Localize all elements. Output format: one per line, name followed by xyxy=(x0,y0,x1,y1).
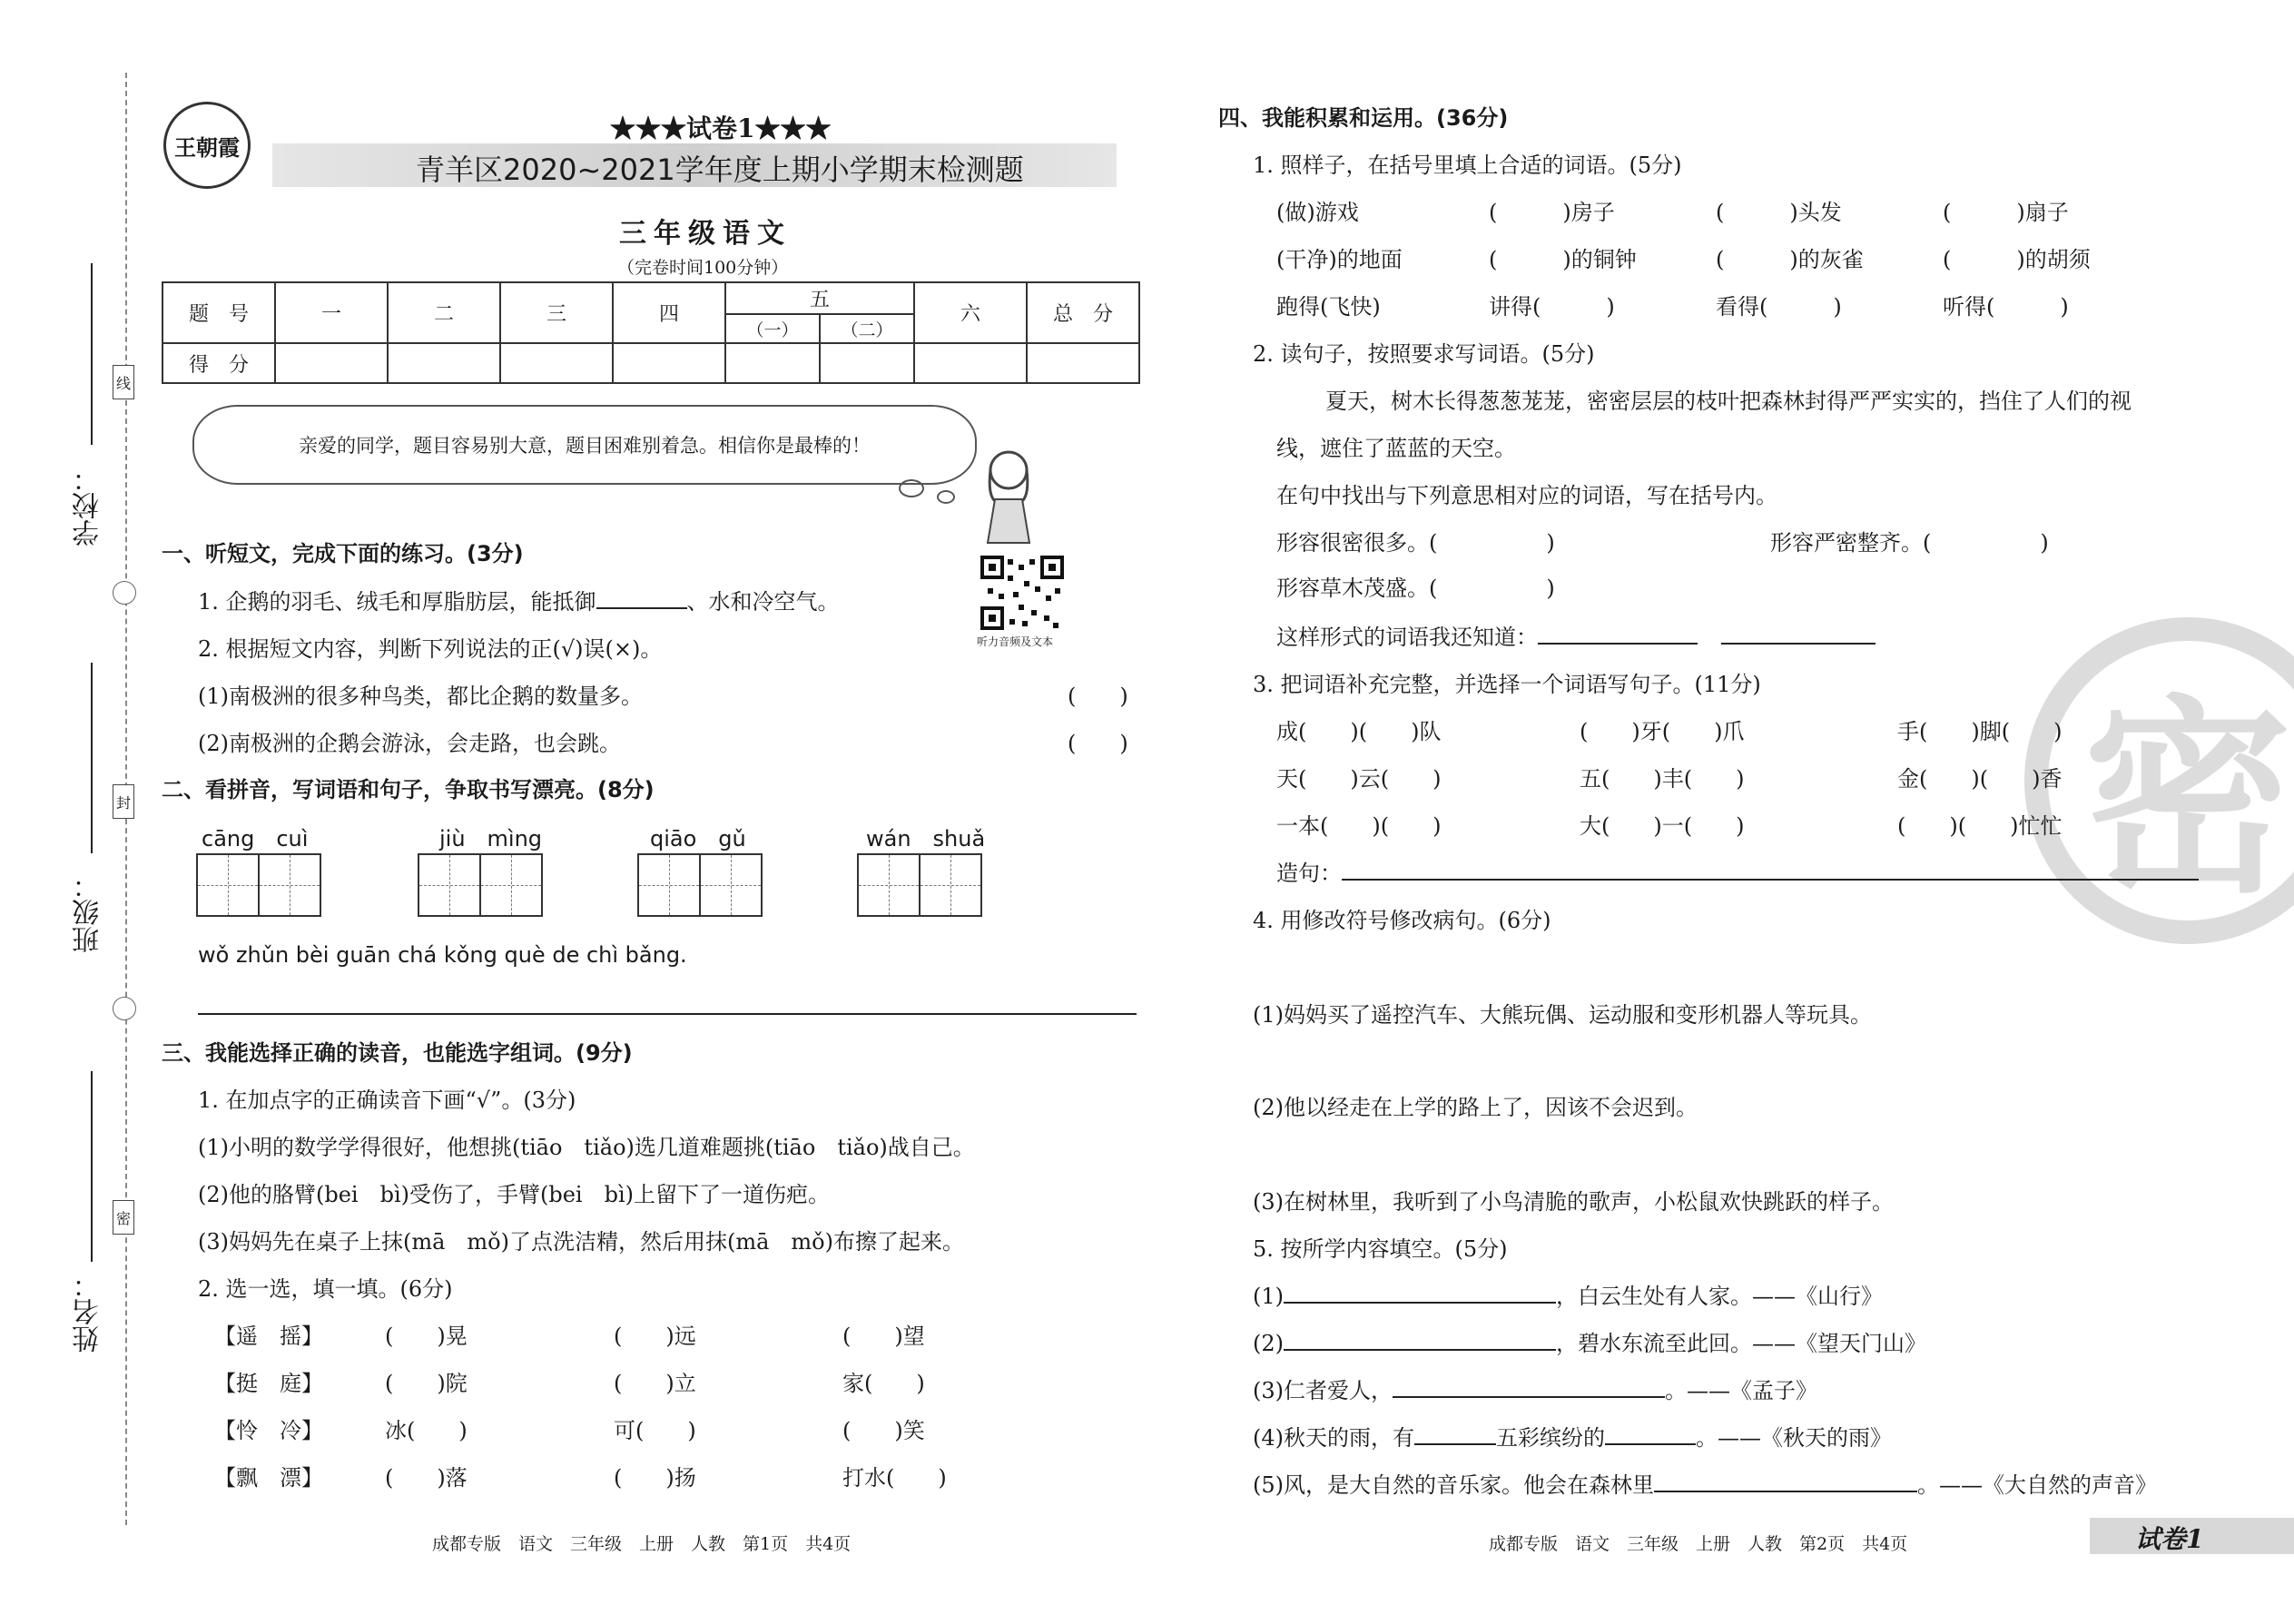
s4-q5-f3-text: 。——《孟子》 xyxy=(1665,1378,1817,1403)
s3-row-4-b[interactable]: ( )扬 xyxy=(614,1465,696,1491)
s3-row-2-label: 【挺 庭】 xyxy=(214,1371,323,1396)
s3-line-3: (3)妈妈先在桌子上抹(mā mǒ)了点洗洁精，然后用抹(mā mǒ)布擦了起来。 xyxy=(198,1229,964,1255)
s4-q1-r2-c[interactable]: ( )的灰雀 xyxy=(1716,247,1864,272)
s4-q5-f1-blank[interactable] xyxy=(1284,1282,1556,1304)
s4-q4: 4. 用修改符号修改病句。(6分) xyxy=(1253,908,1551,933)
seal-secret-mark: 密 xyxy=(113,1200,134,1235)
writing-grid-1[interactable] xyxy=(198,853,321,917)
section-2-title: 二、看拼音，写词语和句子，争取书写漂亮。(8分) xyxy=(162,777,655,802)
s4-q3-c3-a[interactable]: 一本( )( ) xyxy=(1276,813,1442,839)
s3-q1: 1. 在加点字的正确读音下画“√”。(3分) xyxy=(198,1088,576,1113)
confidential-watermark: 密 xyxy=(2024,617,2294,944)
s3-row-4-label: 【飘 漂】 xyxy=(214,1465,323,1491)
s4-q2-also-text: 这样形式的词语我还知道： xyxy=(1276,625,1538,650)
s4-q2-meaning-3[interactable]: 形容草木茂盛。( ) xyxy=(1276,576,1555,601)
s4-q4-e3[interactable]: (3)在树林里，我听到了小鸟清脆的歌声，小松鼠欢快跳跃的样子。 xyxy=(1253,1189,1894,1215)
exam-time-note: （完卷时间100分钟） xyxy=(617,258,789,278)
s4-q2-also xyxy=(1276,619,1876,651)
s1-statement-2: (2)南极洲的企鹅会游泳，会走路，也会跳。 xyxy=(198,731,621,756)
s4-q5-f5-text: 。——《大自然的声音》 xyxy=(1917,1472,2157,1498)
s4-q5-f4-mid: 五彩缤纷的 xyxy=(1496,1425,1605,1451)
pinyin-2: jiù mìng xyxy=(439,826,543,851)
score-cell[interactable] xyxy=(725,343,820,383)
encouragement-bubble xyxy=(192,405,977,485)
s4-q5: 5. 按所学内容填空。(5分) xyxy=(1253,1236,1508,1262)
s4-q5-f2 xyxy=(1253,1325,1926,1357)
seal-seal-mark: 封 xyxy=(113,784,134,819)
s4-q5-f1-num: (1) xyxy=(1253,1284,1284,1309)
score-col-1: 一 xyxy=(275,282,388,343)
s4-q5-f3 xyxy=(1253,1373,1817,1404)
score-cell[interactable] xyxy=(914,343,1027,383)
score-cell[interactable] xyxy=(1027,343,1139,383)
s1-q1-blank[interactable] xyxy=(596,587,687,609)
s3-row-2-a[interactable]: ( )院 xyxy=(385,1371,468,1396)
s4-q1: 1. 照样子，在括号里填上合适的词语。(5分) xyxy=(1253,153,1682,178)
s4-q1-r1-c[interactable]: ( )头发 xyxy=(1716,200,1842,225)
s4-q5-f5-blank[interactable] xyxy=(1654,1471,1917,1492)
s4-q1-r1-d[interactable]: ( )扇子 xyxy=(1943,200,2069,225)
s1-answer-2[interactable]: ( ) xyxy=(1068,731,1128,756)
section-4-title: 四、我能积累和运用。(36分) xyxy=(1218,105,1509,131)
s4-q5-f1-text: ，白云生处有人家。——《山行》 xyxy=(1556,1284,1883,1309)
s4-q2-meaning-1[interactable]: 形容很密很多。( ) xyxy=(1276,530,1555,556)
name-label: 姓名： xyxy=(73,1271,104,1353)
s1-q1-text-a: 1. 企鹅的羽毛、绒毛和厚脂肪层，能抵御 xyxy=(198,589,596,615)
pinyin-3: qiāo gǔ xyxy=(650,826,746,851)
footer-right: 成都专版 语文 三年级 上册 人教 第2页 共4页 xyxy=(1489,1534,1908,1554)
s4-q1-r3-d[interactable]: 听得( ) xyxy=(1943,294,2069,320)
corner-paper-label: 试卷1 xyxy=(2135,1524,2204,1554)
school-label: 学校： xyxy=(73,465,104,546)
score-cell[interactable] xyxy=(613,343,725,383)
s3-row-1-label: 【遥 摇】 xyxy=(214,1324,323,1349)
s3-row-3-b[interactable]: 可( ) xyxy=(614,1418,696,1443)
s4-q1-r1-a: (做)游戏 xyxy=(1276,200,1359,225)
score-cell[interactable] xyxy=(820,343,914,383)
paper-title: 青羊区2020~2021学年度上期小学期末检测题 xyxy=(416,153,1024,187)
s1-q1-text-b: 、水和冷空气。 xyxy=(686,589,840,615)
s3-row-2-c[interactable]: 家( ) xyxy=(842,1371,925,1396)
s4-q2-meaning-2[interactable]: 形容严密整齐。( ) xyxy=(1770,530,2049,556)
s4-q1-r1-b[interactable]: ( )房子 xyxy=(1489,200,1615,225)
subject-title: 三年级语文 xyxy=(619,218,792,250)
pinyin-4: wán shuǎ xyxy=(866,826,986,851)
s4-q3-c1-a[interactable]: 成( )( )队 xyxy=(1276,719,1442,744)
s4-q4-e1[interactable]: (1)妈妈买了遥控汽车、大熊玩偶、运动服和变形机器人等玩具。 xyxy=(1253,1002,1872,1028)
score-cell[interactable] xyxy=(275,343,388,383)
s4-q5-f1 xyxy=(1253,1278,1883,1310)
score-header-label: 题 号 xyxy=(162,282,275,343)
s4-q2-also-blank-1[interactable] xyxy=(1538,623,1698,645)
s4-q1-r2-d[interactable]: ( )的胡须 xyxy=(1943,247,2091,272)
pinyin-sentence: wǒ zhǔn bèi guān chá kǒng què de chì bǎng. xyxy=(198,942,687,968)
s4-q3-c3-c[interactable]: ( )( )忙忙 xyxy=(1897,813,2063,839)
writing-grid-2[interactable] xyxy=(419,853,543,917)
score-col-5-1: （一） xyxy=(725,314,820,343)
s4-q1-r3-a: 跑得(飞快) xyxy=(1276,294,1381,320)
s3-row-4-c[interactable]: 打水( ) xyxy=(842,1465,947,1491)
s3-row-3-c[interactable]: ( )笑 xyxy=(842,1418,925,1443)
s4-q5-f4-blank-2[interactable] xyxy=(1605,1423,1696,1445)
s4-q3-c2-a[interactable]: 天( )云( ) xyxy=(1276,766,1442,792)
score-col-5: 五 xyxy=(725,282,914,314)
s4-q3-c2-c[interactable]: 金( )( )香 xyxy=(1897,766,2063,792)
qr-caption: 听力音频及文本 xyxy=(977,635,1054,648)
section-3-title: 三、我能选择正确的读音，也能选字组词。(9分) xyxy=(162,1040,633,1066)
score-col-total: 总 分 xyxy=(1027,282,1139,343)
s4-q3-make xyxy=(1276,855,2199,887)
s4-q4-e2[interactable]: (2)他以经走在上学的路上了，因该不会迟到。 xyxy=(1253,1095,1698,1120)
score-table xyxy=(162,281,1140,384)
score-row-label: 得 分 xyxy=(162,343,275,383)
s1-statement-1: (1)南极洲的很多种鸟类，都比企鹅的数量多。 xyxy=(198,684,643,709)
s4-q2-passage-1: 夏天，树木长得葱葱茏茏，密密层层的枝叶把森林封得严严实实的，挡住了人们的视 xyxy=(1325,389,2132,414)
s4-q2-instruction: 在句中找出与下列意思相对应的词语，写在括号内。 xyxy=(1276,483,1777,508)
s4-q5-f2-text: ，碧水东流至此回。——《望天门山》 xyxy=(1556,1331,1926,1356)
sentence-writing-line[interactable] xyxy=(198,1013,1137,1015)
score-cell[interactable] xyxy=(500,343,613,383)
girl-illustration xyxy=(977,445,1040,545)
writing-grid-3[interactable] xyxy=(639,853,763,917)
s4-q5-f4-text: 。——《秋天的雨》 xyxy=(1696,1425,1892,1451)
s3-line-2: (2)他的胳臂(bei bì)受伤了，手臂(bei bì)上留下了一道伤疤。 xyxy=(198,1182,831,1207)
s4-q3-make-label: 造句： xyxy=(1276,861,1342,886)
s3-row-1-a[interactable]: ( )晃 xyxy=(385,1324,468,1349)
s1-q2: 2. 根据短文内容，判断下列说法的正(√)误(×)。 xyxy=(198,636,663,662)
s4-q5-f2-num: (2) xyxy=(1253,1331,1284,1356)
s4-q3-c1-c[interactable]: 手( )脚( ) xyxy=(1897,719,2063,744)
s1-q1 xyxy=(198,584,840,615)
binding-hole-bottom xyxy=(113,997,136,1020)
qr-code[interactable] xyxy=(980,556,1064,630)
s4-q2-passage-2: 线，遮住了蓝蓝的天空。 xyxy=(1276,436,1516,461)
score-col-6: 六 xyxy=(914,282,1027,343)
s4-q3: 3. 把词语补充完整，并选择一个词语写句子。(11分) xyxy=(1253,672,1761,697)
s4-q5-f3-num: (3)仁者爱人， xyxy=(1253,1378,1393,1403)
score-cell[interactable] xyxy=(388,343,500,383)
s1-answer-1[interactable]: ( ) xyxy=(1068,684,1128,709)
bubble-dot xyxy=(899,479,924,497)
s3-q2: 2. 选一选，填一填。(6分) xyxy=(198,1276,453,1302)
writing-grid-4[interactable] xyxy=(859,853,982,917)
s4-q5-f5 xyxy=(1253,1467,2157,1499)
s4-q5-f2-blank[interactable] xyxy=(1284,1329,1556,1351)
paper-number: ★★★试卷1★★★ xyxy=(610,113,832,143)
seal-line-mark: 线 xyxy=(113,365,134,399)
encouragement-text: 亲爱的同学，题目容易别大意，题目困难别着急。相信你是最棒的！ xyxy=(299,435,871,457)
s4-q3-c3-b[interactable]: 大( )一( ) xyxy=(1580,813,1745,839)
score-col-3: 三 xyxy=(500,282,613,343)
s3-row-1-c[interactable]: ( )望 xyxy=(842,1324,925,1349)
s4-q1-r2-b[interactable]: ( )的铜钟 xyxy=(1489,247,1637,272)
score-col-4: 四 xyxy=(613,282,725,343)
section-1-title: 一、听短文，完成下面的练习。(3分) xyxy=(162,541,524,566)
s3-line-1: (1)小明的数学学得很好，他想挑(tiāo tiǎo)选几道难题挑(tiāo tiǎo)战自己。 xyxy=(198,1135,975,1160)
class-label: 班级： xyxy=(73,871,104,953)
pinyin-1: cāng cuì xyxy=(202,826,309,851)
s4-q2-also-blank-2[interactable] xyxy=(1721,623,1876,645)
s3-row-1-b[interactable]: ( )远 xyxy=(614,1324,696,1349)
s4-q3-c2-b[interactable]: 五( )丰( ) xyxy=(1580,766,1745,792)
score-col-2: 二 xyxy=(388,282,500,343)
s4-q1-r2-a: (干净)的地面 xyxy=(1276,247,1403,272)
s4-q1-r3-c[interactable]: 看得( ) xyxy=(1716,294,1842,320)
bubble-dot xyxy=(937,490,955,504)
s4-q3-c1-b[interactable]: ( )牙( )爪 xyxy=(1580,719,1745,744)
s4-q1-r3-b[interactable]: 讲得( ) xyxy=(1489,294,1615,320)
s4-q5-f4 xyxy=(1253,1420,1892,1452)
s4-q3-make-line[interactable] xyxy=(1342,859,2199,881)
s3-row-3-label: 【怜 冷】 xyxy=(214,1418,323,1443)
school-field[interactable] xyxy=(91,263,93,445)
brand-logo: 王朝霞 xyxy=(163,102,251,189)
s4-q5-f4-num: (4)秋天的雨，有 xyxy=(1253,1425,1414,1451)
s3-row-4-a[interactable]: ( )落 xyxy=(385,1465,468,1491)
s3-row-2-b[interactable]: ( )立 xyxy=(614,1371,696,1396)
class-field[interactable] xyxy=(91,663,93,853)
s4-q5-f5-num: (5)风，是大自然的音乐家。他会在森林里 xyxy=(1253,1472,1654,1498)
name-field[interactable] xyxy=(91,1071,93,1262)
score-col-5-2: （二） xyxy=(820,314,914,343)
s4-q5-f3-blank[interactable] xyxy=(1393,1376,1665,1398)
s4-q5-f4-blank-1[interactable] xyxy=(1414,1423,1496,1445)
binding-hole-top xyxy=(113,581,136,605)
footer-left: 成都专版 语文 三年级 上册 人教 第1页 共4页 xyxy=(432,1534,852,1554)
s4-q2: 2. 读句子，按照要求写词语。(5分) xyxy=(1253,341,1595,367)
s3-row-3-a[interactable]: 冰( ) xyxy=(385,1418,468,1443)
